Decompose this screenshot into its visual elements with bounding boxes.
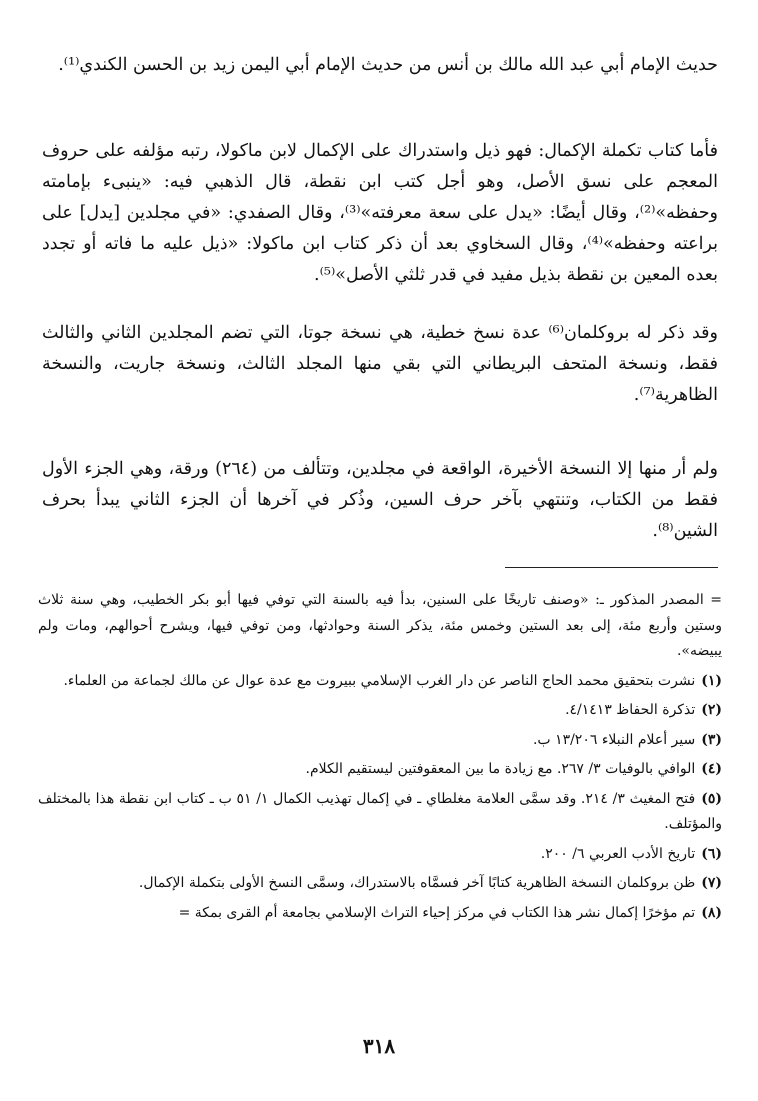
- main-text-3: [42, 318, 718, 411]
- paragraph-1: حديث الإمام أبي عبد الله مالك بن أنس من حديث الإمام أبي اليمن زيد بن الحسن الكندي⁽¹⁾.: [58, 55, 718, 75]
- footnote-number: (١): [701, 672, 722, 689]
- footnote-1: [38, 669, 722, 695]
- footnote-text: نشرت بتحقيق محمد الحاج الناصر عن دار الغرب الإسلامي ببيروت مع عدة عوال عن مالك لجماعة من العلماء.: [63, 672, 696, 689]
- footnote-text: الوافي بالوفيات ٣/ ٢٦٧. مع زيادة ما بين المعقوفتين ليستقيم الكلام.: [305, 761, 696, 777]
- footnote-number: (٧): [701, 875, 722, 891]
- footnote-7: [38, 871, 722, 897]
- main-text-4: [42, 454, 718, 547]
- paragraph-2: فأما كتاب تكملة الإكمال: فهو ذيل واستدراك على الإكمال لابن ماكولا، رتبه مؤلفه على حروف المعجم على نسق الأصل، وهو أجل كتب ابن نقطة، قال الذهبي فيه: «ينبىء بإمامته وحفظه»⁽²⁾، وقال أيضًا: «يدل على سعة معرفته»⁽³⁾، وقال الصفدي: «في مجلدين [يدل] على براعته وحفظه»⁽⁴⁾، وقال السخاوي بعد أن ذكر كتاب ابن ماكولا: «ذيل عليه ما فاته أو تجدد بعده المعين بن نقطة بذيل مفيد في قدر ثلثي الأصل»⁽⁵⁾.: [42, 141, 719, 285]
- footnote-number: (٢): [701, 702, 722, 718]
- footnote-number: (٨): [701, 904, 722, 921]
- footnote-8: [38, 901, 722, 927]
- footnote-text: ظن بروكلمان النسخة الظاهرية كتابًا آخر فسمَّاه بالاستدراك، وسمَّى النسخ الأولى بتكملة الإكمال.: [138, 875, 696, 891]
- footnote-4: [38, 757, 722, 783]
- footnote-3: [38, 728, 722, 754]
- footnote-number: (٦): [701, 845, 722, 862]
- footnote-number: (٤): [701, 761, 722, 777]
- footnote-text: تذكرة الحفاظ ٤/١٤١٣.: [565, 702, 696, 718]
- main-text-2: [42, 136, 718, 291]
- footnote-5: [38, 787, 722, 838]
- footnote-text: فتح المغيث ٣/ ٢١٤. وقد سمَّى العلامة مغلطاي ـ في إكمال تهذيب الكمال ١/ ٥١ ب ـ كتاب ابن نقطة هذا بالمختلف والمؤتلف.: [38, 790, 722, 832]
- paragraph-4: ولم أر منها إلا النسخة الأخيرة، الواقعة في مجلدين، وتتألف من (٢٦٤) ورقة، وهي الجزء الأول فقط من الكتاب، وتنتهي بآخر حرف السين، وذُكر في آخرها أن الجزء الثاني يبدأ بحرف الشين⁽⁸⁾.: [42, 459, 719, 541]
- page-number: ٣١٨: [362, 1034, 396, 1058]
- footnote-number: (٥): [701, 790, 722, 807]
- footnote-text: تاريخ الأدب العربي ٦/ ٢٠٠.: [540, 845, 696, 862]
- footnote-6: [38, 842, 722, 868]
- footnotes: [38, 588, 722, 930]
- footnote-text: تم مؤخرًا إكمال نشر هذا الكتاب في مركز إحياء التراث الإسلامي بجامعة أم القرى بمكة =: [178, 904, 696, 921]
- footnote-number: (٣): [701, 731, 722, 748]
- paragraph-3: وقد ذكر له بروكلمان⁽⁶⁾ عدة نسخ خطية، هي نسخة جوتا، التي تضم المجلدين الثاني والثالث فقط، ونسخة المتحف البريطاني التي بقي منها المجلد الثالث، ونسخة جاريت، والنسخة الظاهرية⁽⁷⁾.: [42, 323, 718, 405]
- footnote-separator: [505, 567, 718, 568]
- footnote-continued: = المصدر المذكور ـ: «وصنف تاريخًا على السنين، بدأ فيه بالسنة التي توفي فيها أبو بكر الخطيب، وهي سنة ثلاث وستين وأربع مئة، إلى بعد الستين وخمس مئة، يذكر السنة وحوادثها، ومن توفي فيها، ويشرح أحوالهم، ومات ولم يبيضه».: [38, 592, 722, 659]
- main-text: [42, 50, 718, 81]
- footnote-text: سير أعلام النبلاء ١٣/٢٠٦ ب.: [532, 731, 696, 748]
- footnote-2: [38, 698, 722, 724]
